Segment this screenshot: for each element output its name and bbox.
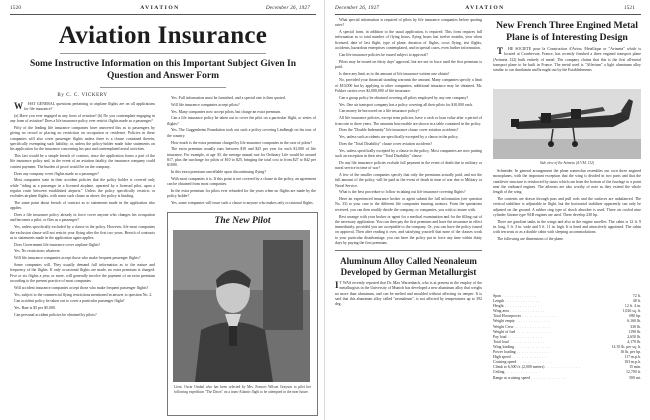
spec-label: Weight of fuel . . . [493, 330, 626, 335]
paragraph: Will life insurance companies accept pilots? [171, 102, 240, 107]
paragraph: Yes. The Guggenheim Foundation took out such a policy covering Lindbergh on his tour of the country. [167, 128, 316, 138]
spec-label: Ceiling . . . [493, 370, 624, 375]
spec-label: Span . . . [493, 294, 631, 299]
paragraph: What special information is required of pilots by life insurance companies before quoting rates? [335, 18, 482, 28]
paragraph: Yes. Many companies now accept pilots, but charge an extra premium. [171, 109, 282, 114]
page-number: 1521 [623, 5, 635, 11]
magazine-name: AVIATION [465, 5, 505, 11]
paragraph: Does a life insurance policy already in force cover anyone who changes his occupation and becomes a pilot, or flies as a passenger? [10, 213, 155, 223]
spec-label: Climb to 6,500 ft. (2,000 meters) . . . [493, 365, 627, 370]
spec-value: 330 lb. [630, 324, 641, 329]
header-rule [335, 14, 641, 15]
spec-value: 12 ft. 4 in. [624, 304, 641, 309]
paragraph: Yes. No restrictions whatever. [14, 249, 61, 254]
spec-label: Total load . . . [493, 340, 625, 345]
paragraph: In this extra premium cancellable upon discontinuing flying? [171, 170, 266, 175]
paragraph: Will life insurance companies accept those who make frequent passenger flights? [14, 256, 141, 261]
paragraph: Pilots may be issued on thirty days' approval, but are not in force until the first premium is paid. [335, 59, 482, 69]
box-title: The New Pilot [214, 216, 271, 226]
paragraph: Yes, unless such accidents are specifically excepted by a clause in the policy. [339, 135, 459, 140]
article-subtitle: Some Instructive Information on this Important Subject Given In Question and Answer Form [29, 59, 296, 81]
spec-label: Total Horsepower . . . [493, 314, 627, 319]
issue-date: December 26, 1927 [265, 5, 310, 11]
paragraph: The following are dimensions of the plane. [497, 237, 564, 242]
magazine-name: AVIATION [140, 5, 180, 11]
alloy-article-body [335, 281, 482, 414]
paragraph: Some companies will. They usually demand full information as to the nature and frequency of the flights. If only occasional flights are made, no extra premium is charged. Five or six flights a year, or more, will generally involve the payment of an extra premium according to the present practice of most companies. [10, 263, 155, 283]
paragraph: This last would be a simple breach of contract, since the application forms a part of the life insurance policy and, in the event of an aviation fatality, the insurance company could contest payment. The burden of proof would be on the company. [10, 154, 155, 169]
paragraph: Schneider. In general arrangement the plane somewhat resembles our own three engined monoplanes, with the important exception that the wing is divided in two parts and that the cantilever structure is reinforced by struts which run from the bottom of the fuselage to a point near the outboard engines. The ailerons are also worthy of note as they extend the whole length of the wing. [493, 169, 641, 195]
right-page [325, 0, 650, 420]
spec-value: 6,160 lb. [627, 319, 641, 324]
spec-label: Weight empty . . . [493, 319, 625, 324]
spec-label: Power loading . . . [493, 350, 618, 355]
paragraph: Yes, unless specifically excepted by a clause in the policy. Most companies are now putting such an exception in their new "Total Disability" clause. [335, 148, 482, 159]
paragraph: A special form, in addition to the usual application, is required. This form requires full information as to total number of flying hours, flying hours last twelve months, year when licensed, date of last flight, type of plane, duration of flights, cross flying, test flights, accidents, hazardous enterprises contemplated, and in special cases, even further information. [335, 30, 482, 50]
paragraph: Can a life insurance policy be taken out to cover the pilot on a particular flight, or series of flights? [167, 116, 316, 126]
spec-label: Length . . . [493, 299, 631, 304]
french-plane-intro [493, 47, 641, 85]
spec-label: Wing area . . . [493, 309, 621, 314]
paragraph: What is the best procedure to follow in taking out life insurance covering flights? [339, 190, 466, 195]
paragraph: The same point about breach of contract as to statements made in the application also applies. [10, 201, 155, 211]
paragraph: Rest arrange with your broker or agent for a medical examination and for the filling out of the necessary application. You can then pay the first premium and have the insurance in effect immediately, provided you are acceptable to the company. Or, you can have the policy issued on approval. Then after reading it over, and satisfying yourself that none of the clauses work to your particular disadvantage, you can have the policy put in force any time within thirty days by paying the first premium. [335, 214, 482, 245]
paragraph: The extra premium usually runs between $10 and $25 per year for each $1,000 of life insurance. For example, at age 30, the average annual rate for Ordinary Life would be around $17, plus the surcharge for pilots of $10 to $25, bringing the total cost to from $27 to $42 per $1000. [167, 147, 316, 168]
paragraph: Yes. Full information must be furnished, and a special rate is then quoted. [171, 96, 286, 100]
left-column-1 [10, 102, 155, 414]
spec-value: 117 m.p.h. [624, 355, 641, 360]
french-plane-title: New French Three Engined Metal Plane is of Interesting Design [495, 20, 639, 43]
header-rule [10, 14, 316, 15]
spec-label: Cruising speed . . . [493, 360, 622, 365]
spec-value: 690 hp. [629, 314, 641, 319]
spec-label: Range at cruising speed . . . [493, 376, 627, 381]
spec-value: 72 ft. [632, 294, 641, 298]
subtitle-rule [100, 87, 226, 88]
paragraph: Have an experienced insurance broker or agent submit the full information (see question No. 33) to your case to the different life companies insuring aviators. From the quotations received, you can then readily decide the company, or companies, you wish to insure with. [335, 197, 482, 212]
paragraph: Most companies state in their accident policies that the policy holder is covered only while "riding as a passenger in a licensed airplane, operated by a licensed pilot, upon a regular route between established airports." Unless the policy specifically restricts or excludes airplane flights, with some such clause as above, the policy is binding. [10, 178, 155, 199]
alloy-article-title: Aluminum Alloy Called Neonaleum Developed by German Metallurgist [340, 256, 477, 277]
paragraph: THE SOCIETE pour la Construction d'Avion, Metallique or "Avimeta" which is located at Courbevoie, France, has recently finished a three engined transport plane (Avimeta 132) built entirely of metal. The company claims that this is the first all-metal transport plane to be built in France. The metal used is "Alferium" a light aluminum alloy similar to our duralumin and brought out by the Establishments [493, 47, 641, 73]
paragraph: WHAT GENERAL questions pertaining to airplane flights are on all applications for life insurance? [14, 102, 155, 112]
spec-row [493, 376, 641, 381]
pilot-photo [173, 230, 310, 382]
paragraph: Will accident insurance companies accept those who make frequent passenger flights? [14, 285, 149, 290]
paragraph: Fifty of the leading life insurance companies have answered this as to passengers by giving no record or placing no restriction on occupation or residence. Policies in these companies will also cover passenger flights unless there is a clause contained therein, specifically exempting such liability, or, unless the policy-holder made false statements on his application for the insurance concerning his past and contemplated aerial activities. [10, 126, 155, 152]
left-column-2 [167, 96, 316, 208]
spec-value: 500 mi. [629, 375, 641, 380]
spec-value: 15 min. [629, 365, 641, 370]
paragraph: How much is the extra premium charged by life insurance companies in the case of pilots? [171, 140, 312, 145]
spec-value: 103 m.p.h. [624, 360, 641, 365]
paragraph: Does Government life insurance cover airplane flights? [14, 242, 101, 247]
spec-value: 1,026 sq. ft. [622, 309, 641, 314]
article-title: Aviation Insurance [58, 22, 268, 49]
spec-label: High speed . . . [493, 355, 623, 360]
spec-value: 16 lb. per hp. [620, 350, 641, 355]
french-plane-body [493, 169, 641, 291]
paragraph: Yes, subject to the commercial flying restrictions mentioned in answer to question No. 2. [14, 292, 153, 297]
spec-value: 4,170 lb. [627, 339, 641, 344]
new-pilot-box [167, 212, 318, 416]
spec-value: 14.35 lb. per sq. ft. [611, 344, 641, 349]
spec-label: Weight Crew . . . [493, 325, 628, 330]
paragraph: Is there any limit as to the amount of life insurance written one obtain? [339, 71, 450, 76]
paragraph: Yes, unless specifically excluded by a clause in the policy. However, life most companies the exclusion clause will not restrict your flying after the first two years. Breach of contracts as to statements made in the application again applies. [10, 225, 155, 240]
page-number: 1520 [10, 5, 22, 11]
paragraph: Does the "Double Indemnity" life insurance clause cover aviation accidents? [339, 128, 459, 133]
paragraph: (a) Have you ever engaged in any form of aviation? (b) Do you contemplate engaging in any form of aviation? Does a life insurance policy ever restrict flights made as a passenger? [10, 114, 155, 124]
paragraph: Does the "Total Disability" clause cover aviation accidents? [339, 141, 433, 146]
paragraph: Can accident policy be taken out to cover a particular passenger flight? [14, 299, 125, 304]
paragraph: Yes, some companies will issue such a clause to anyone who makes only occasional flights. [171, 201, 314, 206]
spec-value: 12,700 ft. [625, 370, 641, 375]
paragraph: Does any company cover flights made as a passenger? [14, 171, 99, 176]
paragraph: No, provided your financial standing warrants the amount. Many companies specify a limit of $10,000 but by applying to other companies, additional insurance may be obtained. Mr. Fokker carries over $2,000,000 of life insurance. [335, 78, 482, 94]
title-rule [60, 53, 266, 54]
alloy-article-text: IT WAS recently reported that Dr. Max Warrenbach, who is at present in the employ of the metallurgists in the University of Munich has developed a new aluminum alloy that weighs no more than aluminum, and can be melted and moulded without affecting its temper. It is said that this aluminum alloy called "neonaleum", is not affected by temperatures up to 392 deg. [335, 281, 482, 307]
paragraph: All life insurance policies, except term policies, have a cash or loan value after a period of from one to three years. The amounts borrowable are shown in a table contained in the policy. [335, 116, 482, 126]
pilot-photo-image [173, 230, 310, 382]
paragraph: In the extra premium for pilots ever refunded for the years when no flights are made by the policy holder? [167, 188, 316, 199]
paragraph: Can a group policy be obtained covering all pilots employed by any one company? [339, 95, 469, 100]
spec-value: 2,650 lb. [627, 334, 641, 339]
plane-photo [493, 89, 641, 159]
paragraph: Can life insurance policies be issued subject to approval? [339, 52, 429, 57]
right-column-1 [335, 18, 482, 246]
alloy-rule [335, 250, 482, 251]
box-caption: Lieut. Oscar Ornbul who has been selected by Mrs. Frances Wilson Grayson to pilot her following expedition "The Dawn" on a trans-Atlantic flight to be attempted in the near future. [174, 385, 311, 394]
spec-label: Pay load . . . [493, 335, 625, 340]
plane-photo-image [493, 89, 641, 159]
paragraph: Do any life insurance policies exclude full payment in the event of death due to military or naval service in time of war? [335, 160, 482, 171]
spec-label: Height . . . [493, 304, 623, 309]
spec-label: Wing loading . . . [493, 345, 610, 350]
paragraph: Can money be borrowed on a life insurance policy? [339, 109, 420, 114]
paragraph: Yes. Rate is $5 per $5,000. [14, 306, 56, 311]
paragraph: Yes. One air transport company has a policy covering all their pilots for $10,000 each. [339, 102, 474, 107]
issue-date: December 26, 1927 [335, 5, 380, 11]
paragraph: Can personal accident policies be obtained by pilots? [14, 312, 97, 317]
dimensions-table [493, 294, 641, 381]
paragraph: The contents are drawn through pass and pull rods and the surfaces are unbalanced. The vertical stabilizer is adjustable in flight, but the horizontal stabilizer apparently can only be adjusted on the ground. A rubber ring type of shock absorber is used. Three air cooled nine cylinder Gnome type 9AB engines are used. These develop 230 hp. [493, 196, 641, 217]
paragraph: A few of the smaller companies specify that only the premiums actually paid, and not the full amount of the policy, will be paid in the event of death in time of war due to Military or Naval Service. [335, 172, 482, 188]
spec-value: 48 ft. [632, 299, 641, 304]
paragraph: With most companies it is. If this point is not covered by a clause in the policy, an agreement can be obtained from most companies. [167, 176, 316, 187]
byline: By C. C. VICKERY [57, 93, 108, 98]
spec-value: 1190 lb. [628, 329, 641, 334]
plane-caption: Side view of the Avimeta (A.V.M. 132) [539, 161, 595, 165]
paragraph: There are gasoline tanks in the wings and also in the engine nacelles. The cabin is 12 ft. 9 in. long, 5 ft. 3 in. wide and 5 ft. 11 in. high. It is lined and attractively appointed. The cabin with ten seats or as a double cabin with sleeping accommodations. [493, 219, 641, 235]
